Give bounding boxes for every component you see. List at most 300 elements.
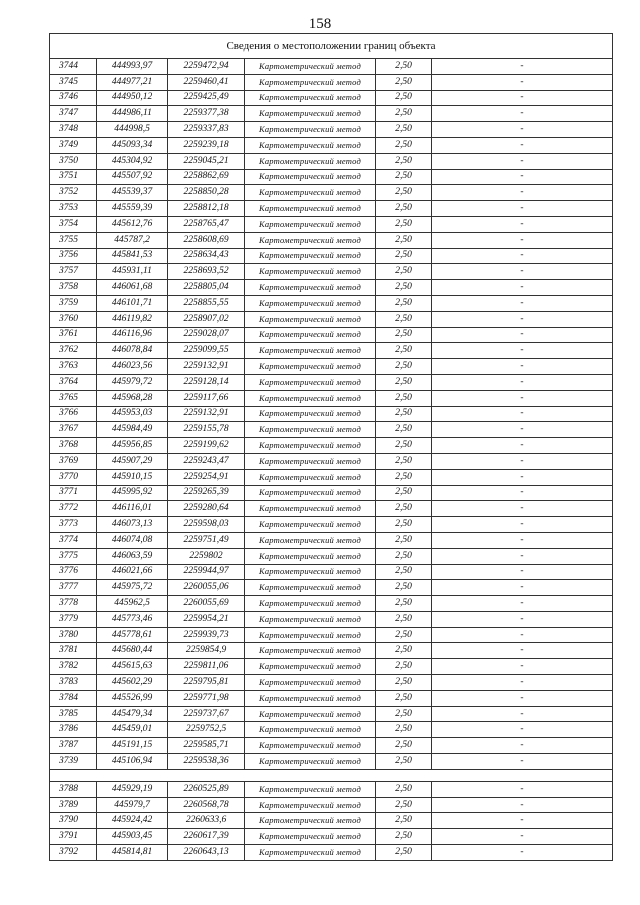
coordinate-x-cell: 445968,28 (97, 390, 168, 406)
table-row (50, 797, 613, 813)
table-row (50, 185, 613, 201)
method-cell: Картометрический метод (245, 122, 376, 138)
method-cell: Картометрический метод (245, 564, 376, 580)
table-row (50, 781, 613, 797)
method-cell: Картометрический метод (245, 754, 376, 770)
note-cell: - (432, 169, 613, 185)
point-number-cell: 3780 (50, 627, 97, 643)
coordinate-x-cell: 446021,66 (97, 564, 168, 580)
method-cell: Картометрический метод (245, 596, 376, 612)
coordinate-y-cell: 2259954,21 (168, 611, 245, 627)
precision-cell: 2,50 (376, 137, 432, 153)
table-row (50, 137, 613, 153)
coordinate-y-cell: 2259280,64 (168, 501, 245, 517)
precision-cell: 2,50 (376, 280, 432, 296)
method-cell: Картометрический метод (245, 359, 376, 375)
table-row (50, 406, 613, 422)
point-number-cell: 3758 (50, 280, 97, 296)
note-cell: - (432, 548, 613, 564)
note-cell: - (432, 829, 613, 845)
coordinate-y-cell: 2259155,78 (168, 422, 245, 438)
precision-cell: 2,50 (376, 359, 432, 375)
point-number-cell: 3761 (50, 327, 97, 343)
point-number-cell: 3783 (50, 675, 97, 691)
coordinate-x-cell: 445979,7 (97, 797, 168, 813)
method-cell: Картометрический метод (245, 216, 376, 232)
precision-cell: 2,50 (376, 829, 432, 845)
point-number-cell: 3739 (50, 754, 97, 770)
table-row (50, 501, 613, 517)
point-number-cell: 3767 (50, 422, 97, 438)
note-cell: - (432, 201, 613, 217)
coordinate-x-cell: 446074,08 (97, 532, 168, 548)
method-cell: Картометрический метод (245, 185, 376, 201)
note-cell: - (432, 722, 613, 738)
method-cell: Картометрический метод (245, 829, 376, 845)
table-row (50, 738, 613, 754)
point-number-cell: 3759 (50, 295, 97, 311)
point-number-cell: 3778 (50, 596, 97, 612)
coordinate-x-cell: 445995,92 (97, 485, 168, 501)
method-cell: Картометрический метод (245, 627, 376, 643)
point-number-cell: 3775 (50, 548, 97, 564)
note-cell: - (432, 659, 613, 675)
note-cell: - (432, 248, 613, 264)
coordinate-y-cell: 2259771,98 (168, 690, 245, 706)
precision-cell: 2,50 (376, 453, 432, 469)
table-row (50, 580, 613, 596)
coordinate-y-cell: 2260633,6 (168, 813, 245, 829)
table-row (50, 722, 613, 738)
note-cell: - (432, 690, 613, 706)
coordinate-y-cell: 2258765,47 (168, 216, 245, 232)
precision-cell: 2,50 (376, 311, 432, 327)
method-cell: Картометрический метод (245, 374, 376, 390)
coordinate-y-cell: 2259243,47 (168, 453, 245, 469)
note-cell: - (432, 813, 613, 829)
coordinate-x-cell: 445304,92 (97, 153, 168, 169)
method-cell: Картометрический метод (245, 501, 376, 517)
coordinate-x-cell: 445526,99 (97, 690, 168, 706)
coordinate-y-cell: 2258634,43 (168, 248, 245, 264)
method-cell: Картометрический метод (245, 248, 376, 264)
table-row (50, 374, 613, 390)
table-row (50, 845, 613, 861)
point-number-cell: 3763 (50, 359, 97, 375)
coordinate-y-cell: 2259802 (168, 548, 245, 564)
precision-cell: 2,50 (376, 343, 432, 359)
note-cell: - (432, 675, 613, 691)
precision-cell: 2,50 (376, 517, 432, 533)
section-separator-row (50, 769, 613, 781)
note-cell: - (432, 564, 613, 580)
note-cell: - (432, 232, 613, 248)
coordinate-y-cell: 2259752,5 (168, 722, 245, 738)
method-cell: Картометрический метод (245, 797, 376, 813)
coordinate-x-cell: 444993,97 (97, 59, 168, 75)
coordinate-x-cell: 444998,5 (97, 122, 168, 138)
coordinate-x-cell: 445841,53 (97, 248, 168, 264)
coordinate-x-cell: 445612,76 (97, 216, 168, 232)
coordinate-x-cell: 445931,11 (97, 264, 168, 280)
coordinate-y-cell: 2259265,39 (168, 485, 245, 501)
table-row (50, 596, 613, 612)
table-row (50, 517, 613, 533)
coordinate-y-cell: 2260643,13 (168, 845, 245, 861)
point-number-cell: 3744 (50, 59, 97, 75)
point-number-cell: 3748 (50, 122, 97, 138)
note-cell: - (432, 485, 613, 501)
method-cell: Картометрический метод (245, 517, 376, 533)
note-cell: - (432, 422, 613, 438)
coordinate-y-cell: 2259254,91 (168, 469, 245, 485)
point-number-cell: 3762 (50, 343, 97, 359)
precision-cell: 2,50 (376, 406, 432, 422)
precision-cell: 2,50 (376, 781, 432, 797)
coordinate-x-cell: 444986,11 (97, 106, 168, 122)
precision-cell: 2,50 (376, 201, 432, 217)
method-cell: Картометрический метод (245, 74, 376, 90)
table-row (50, 295, 613, 311)
method-cell: Картометрический метод (245, 580, 376, 596)
point-number-cell: 3754 (50, 216, 97, 232)
note-cell: - (432, 438, 613, 454)
point-number-cell: 3747 (50, 106, 97, 122)
method-cell: Картометрический метод (245, 722, 376, 738)
coordinate-x-cell: 445191,15 (97, 738, 168, 754)
table-row (50, 453, 613, 469)
table-row (50, 564, 613, 580)
note-cell: - (432, 327, 613, 343)
table-row (50, 422, 613, 438)
precision-cell: 2,50 (376, 248, 432, 264)
point-number-cell: 3776 (50, 564, 97, 580)
precision-cell: 2,50 (376, 59, 432, 75)
method-cell: Картометрический метод (245, 813, 376, 829)
precision-cell: 2,50 (376, 706, 432, 722)
point-number-cell: 3791 (50, 829, 97, 845)
precision-cell: 2,50 (376, 627, 432, 643)
coordinate-x-cell: 444977,21 (97, 74, 168, 90)
coordinate-y-cell: 2259239,18 (168, 137, 245, 153)
coordinate-y-cell: 2259585,71 (168, 738, 245, 754)
point-number-cell: 3788 (50, 781, 97, 797)
note-cell: - (432, 627, 613, 643)
precision-cell: 2,50 (376, 659, 432, 675)
table-row (50, 611, 613, 627)
point-number-cell: 3766 (50, 406, 97, 422)
coordinate-y-cell: 2260055,69 (168, 596, 245, 612)
coordinate-x-cell: 445773,46 (97, 611, 168, 627)
coordinate-y-cell: 2258862,69 (168, 169, 245, 185)
coordinate-y-cell: 2259128,14 (168, 374, 245, 390)
point-number-cell: 3771 (50, 485, 97, 501)
coordinate-y-cell: 2260525,89 (168, 781, 245, 797)
point-number-cell: 3749 (50, 137, 97, 153)
method-cell: Картометрический метод (245, 327, 376, 343)
coordinate-x-cell: 445903,45 (97, 829, 168, 845)
note-cell: - (432, 797, 613, 813)
point-number-cell: 3782 (50, 659, 97, 675)
precision-cell: 2,50 (376, 501, 432, 517)
table-row (50, 359, 613, 375)
method-cell: Картометрический метод (245, 137, 376, 153)
coordinate-y-cell: 2259028,07 (168, 327, 245, 343)
point-number-cell: 3784 (50, 690, 97, 706)
table-row (50, 264, 613, 280)
coordinate-x-cell: 446023,56 (97, 359, 168, 375)
precision-cell: 2,50 (376, 754, 432, 770)
coordinate-x-cell: 445962,5 (97, 596, 168, 612)
precision-cell: 2,50 (376, 485, 432, 501)
note-cell: - (432, 343, 613, 359)
coordinate-x-cell: 446116,01 (97, 501, 168, 517)
table-row (50, 438, 613, 454)
table-row (50, 675, 613, 691)
note-cell: - (432, 517, 613, 533)
point-number-cell: 3773 (50, 517, 97, 533)
note-cell: - (432, 153, 613, 169)
table-row (50, 690, 613, 706)
table-row (50, 153, 613, 169)
point-number-cell: 3781 (50, 643, 97, 659)
method-cell: Картометрический метод (245, 201, 376, 217)
note-cell: - (432, 580, 613, 596)
table-row (50, 216, 613, 232)
precision-cell: 2,50 (376, 216, 432, 232)
note-cell: - (432, 90, 613, 106)
note-cell: - (432, 185, 613, 201)
point-number-cell: 3769 (50, 453, 97, 469)
coordinate-x-cell: 445975,72 (97, 580, 168, 596)
method-cell: Картометрический метод (245, 690, 376, 706)
table-row (50, 532, 613, 548)
table-row (50, 201, 613, 217)
method-cell: Картометрический метод (245, 295, 376, 311)
coordinate-x-cell: 445814,81 (97, 845, 168, 861)
coordinate-x-cell: 445778,61 (97, 627, 168, 643)
method-cell: Картометрический метод (245, 675, 376, 691)
point-number-cell: 3792 (50, 845, 97, 861)
precision-cell: 2,50 (376, 611, 432, 627)
coordinate-y-cell: 2258608,69 (168, 232, 245, 248)
table-row (50, 659, 613, 675)
coordinate-y-cell: 2259460,41 (168, 74, 245, 90)
coordinate-y-cell: 2258855,55 (168, 295, 245, 311)
note-cell: - (432, 374, 613, 390)
point-number-cell: 3768 (50, 438, 97, 454)
method-cell: Картометрический метод (245, 169, 376, 185)
note-cell: - (432, 781, 613, 797)
coordinate-x-cell: 446119,82 (97, 311, 168, 327)
note-cell: - (432, 643, 613, 659)
note-cell: - (432, 311, 613, 327)
coordinate-x-cell: 444950,12 (97, 90, 168, 106)
precision-cell: 2,50 (376, 169, 432, 185)
point-number-cell: 3752 (50, 185, 97, 201)
method-cell: Картометрический метод (245, 59, 376, 75)
coordinate-x-cell: 446078,84 (97, 343, 168, 359)
note-cell: - (432, 106, 613, 122)
table-row (50, 59, 613, 75)
coordinate-y-cell: 2258907,02 (168, 311, 245, 327)
coordinate-y-cell: 2259944,97 (168, 564, 245, 580)
note-cell: - (432, 264, 613, 280)
table-row (50, 248, 613, 264)
note-cell: - (432, 216, 613, 232)
point-number-cell: 3764 (50, 374, 97, 390)
point-number-cell: 3777 (50, 580, 97, 596)
table-row (50, 280, 613, 296)
method-cell: Картометрический метод (245, 343, 376, 359)
point-number-cell: 3779 (50, 611, 97, 627)
point-number-cell: 3790 (50, 813, 97, 829)
coordinate-x-cell: 445953,03 (97, 406, 168, 422)
table-row (50, 169, 613, 185)
precision-cell: 2,50 (376, 722, 432, 738)
coordinate-x-cell: 445539,37 (97, 185, 168, 201)
coordinate-x-cell: 445924,42 (97, 813, 168, 829)
coordinate-x-cell: 445106,94 (97, 754, 168, 770)
note-cell: - (432, 596, 613, 612)
coordinate-y-cell: 2259199,62 (168, 438, 245, 454)
method-cell: Картометрический метод (245, 106, 376, 122)
coordinate-x-cell: 446061,68 (97, 280, 168, 296)
precision-cell: 2,50 (376, 675, 432, 691)
point-number-cell: 3770 (50, 469, 97, 485)
note-cell: - (432, 137, 613, 153)
table-row (50, 327, 613, 343)
coordinate-y-cell: 2260617,39 (168, 829, 245, 845)
table-row (50, 122, 613, 138)
note-cell: - (432, 280, 613, 296)
precision-cell: 2,50 (376, 845, 432, 861)
table-row (50, 90, 613, 106)
point-number-cell: 3751 (50, 169, 97, 185)
precision-cell: 2,50 (376, 797, 432, 813)
coordinate-x-cell: 445602,29 (97, 675, 168, 691)
precision-cell: 2,50 (376, 564, 432, 580)
coordinate-x-cell: 445984,49 (97, 422, 168, 438)
coordinate-y-cell: 2259751,49 (168, 532, 245, 548)
point-number-cell: 3765 (50, 390, 97, 406)
point-number-cell: 3785 (50, 706, 97, 722)
precision-cell: 2,50 (376, 438, 432, 454)
method-cell: Картометрический метод (245, 532, 376, 548)
coordinate-y-cell: 2259425,49 (168, 90, 245, 106)
note-cell: - (432, 738, 613, 754)
precision-cell: 2,50 (376, 106, 432, 122)
precision-cell: 2,50 (376, 327, 432, 343)
note-cell: - (432, 295, 613, 311)
point-number-cell: 3745 (50, 74, 97, 90)
note-cell: - (432, 74, 613, 90)
precision-cell: 2,50 (376, 596, 432, 612)
coordinate-x-cell: 445615,63 (97, 659, 168, 675)
point-number-cell: 3760 (50, 311, 97, 327)
table-row (50, 829, 613, 845)
point-number-cell: 3746 (50, 90, 97, 106)
table-row (50, 232, 613, 248)
table-row (50, 390, 613, 406)
method-cell: Картометрический метод (245, 264, 376, 280)
table-header: Сведения о местоположении границ объекта (50, 34, 613, 59)
coordinate-x-cell: 446101,71 (97, 295, 168, 311)
precision-cell: 2,50 (376, 469, 432, 485)
precision-cell: 2,50 (376, 90, 432, 106)
point-number-cell: 3787 (50, 738, 97, 754)
note-cell: - (432, 611, 613, 627)
point-number-cell: 3774 (50, 532, 97, 548)
point-number-cell: 3756 (50, 248, 97, 264)
precision-cell: 2,50 (376, 532, 432, 548)
coordinate-y-cell: 2258693,52 (168, 264, 245, 280)
method-cell: Картометрический метод (245, 453, 376, 469)
table-row (50, 706, 613, 722)
method-cell: Картометрический метод (245, 422, 376, 438)
note-cell: - (432, 59, 613, 75)
note-cell: - (432, 122, 613, 138)
table-row (50, 485, 613, 501)
coordinate-y-cell: 2259811,06 (168, 659, 245, 675)
coordinate-x-cell: 445680,44 (97, 643, 168, 659)
coordinate-y-cell: 2259337,83 (168, 122, 245, 138)
coordinate-x-cell: 446063,59 (97, 548, 168, 564)
coordinate-y-cell: 2260568,78 (168, 797, 245, 813)
method-cell: Картометрический метод (245, 311, 376, 327)
method-cell: Картометрический метод (245, 548, 376, 564)
separator-cell (50, 769, 613, 781)
point-number-cell: 3753 (50, 201, 97, 217)
method-cell: Картометрический метод (245, 659, 376, 675)
precision-cell: 2,50 (376, 643, 432, 659)
coordinate-x-cell: 445787,2 (97, 232, 168, 248)
method-cell: Картометрический метод (245, 485, 376, 501)
note-cell: - (432, 359, 613, 375)
coordinate-x-cell: 445559,39 (97, 201, 168, 217)
coordinate-x-cell: 445459,01 (97, 722, 168, 738)
precision-cell: 2,50 (376, 185, 432, 201)
coordinate-x-cell: 445093,34 (97, 137, 168, 153)
table-row (50, 311, 613, 327)
method-cell: Картометрический метод (245, 438, 376, 454)
method-cell: Картометрический метод (245, 90, 376, 106)
method-cell: Картометрический метод (245, 611, 376, 627)
point-number-cell: 3772 (50, 501, 97, 517)
point-number-cell: 3757 (50, 264, 97, 280)
method-cell: Картометрический метод (245, 390, 376, 406)
coordinate-y-cell: 2258805,04 (168, 280, 245, 296)
method-cell: Картометрический метод (245, 845, 376, 861)
table-row (50, 548, 613, 564)
note-cell: - (432, 469, 613, 485)
note-cell: - (432, 406, 613, 422)
point-number-cell: 3750 (50, 153, 97, 169)
method-cell: Картометрический метод (245, 781, 376, 797)
note-cell: - (432, 706, 613, 722)
precision-cell: 2,50 (376, 122, 432, 138)
table-header-row (50, 34, 613, 59)
table-row (50, 754, 613, 770)
method-cell: Картометрический метод (245, 153, 376, 169)
method-cell: Картометрический метод (245, 280, 376, 296)
boundary-table (49, 33, 613, 861)
precision-cell: 2,50 (376, 232, 432, 248)
coordinate-x-cell: 445479,34 (97, 706, 168, 722)
coordinate-x-cell: 445956,85 (97, 438, 168, 454)
precision-cell: 2,50 (376, 153, 432, 169)
precision-cell: 2,50 (376, 374, 432, 390)
